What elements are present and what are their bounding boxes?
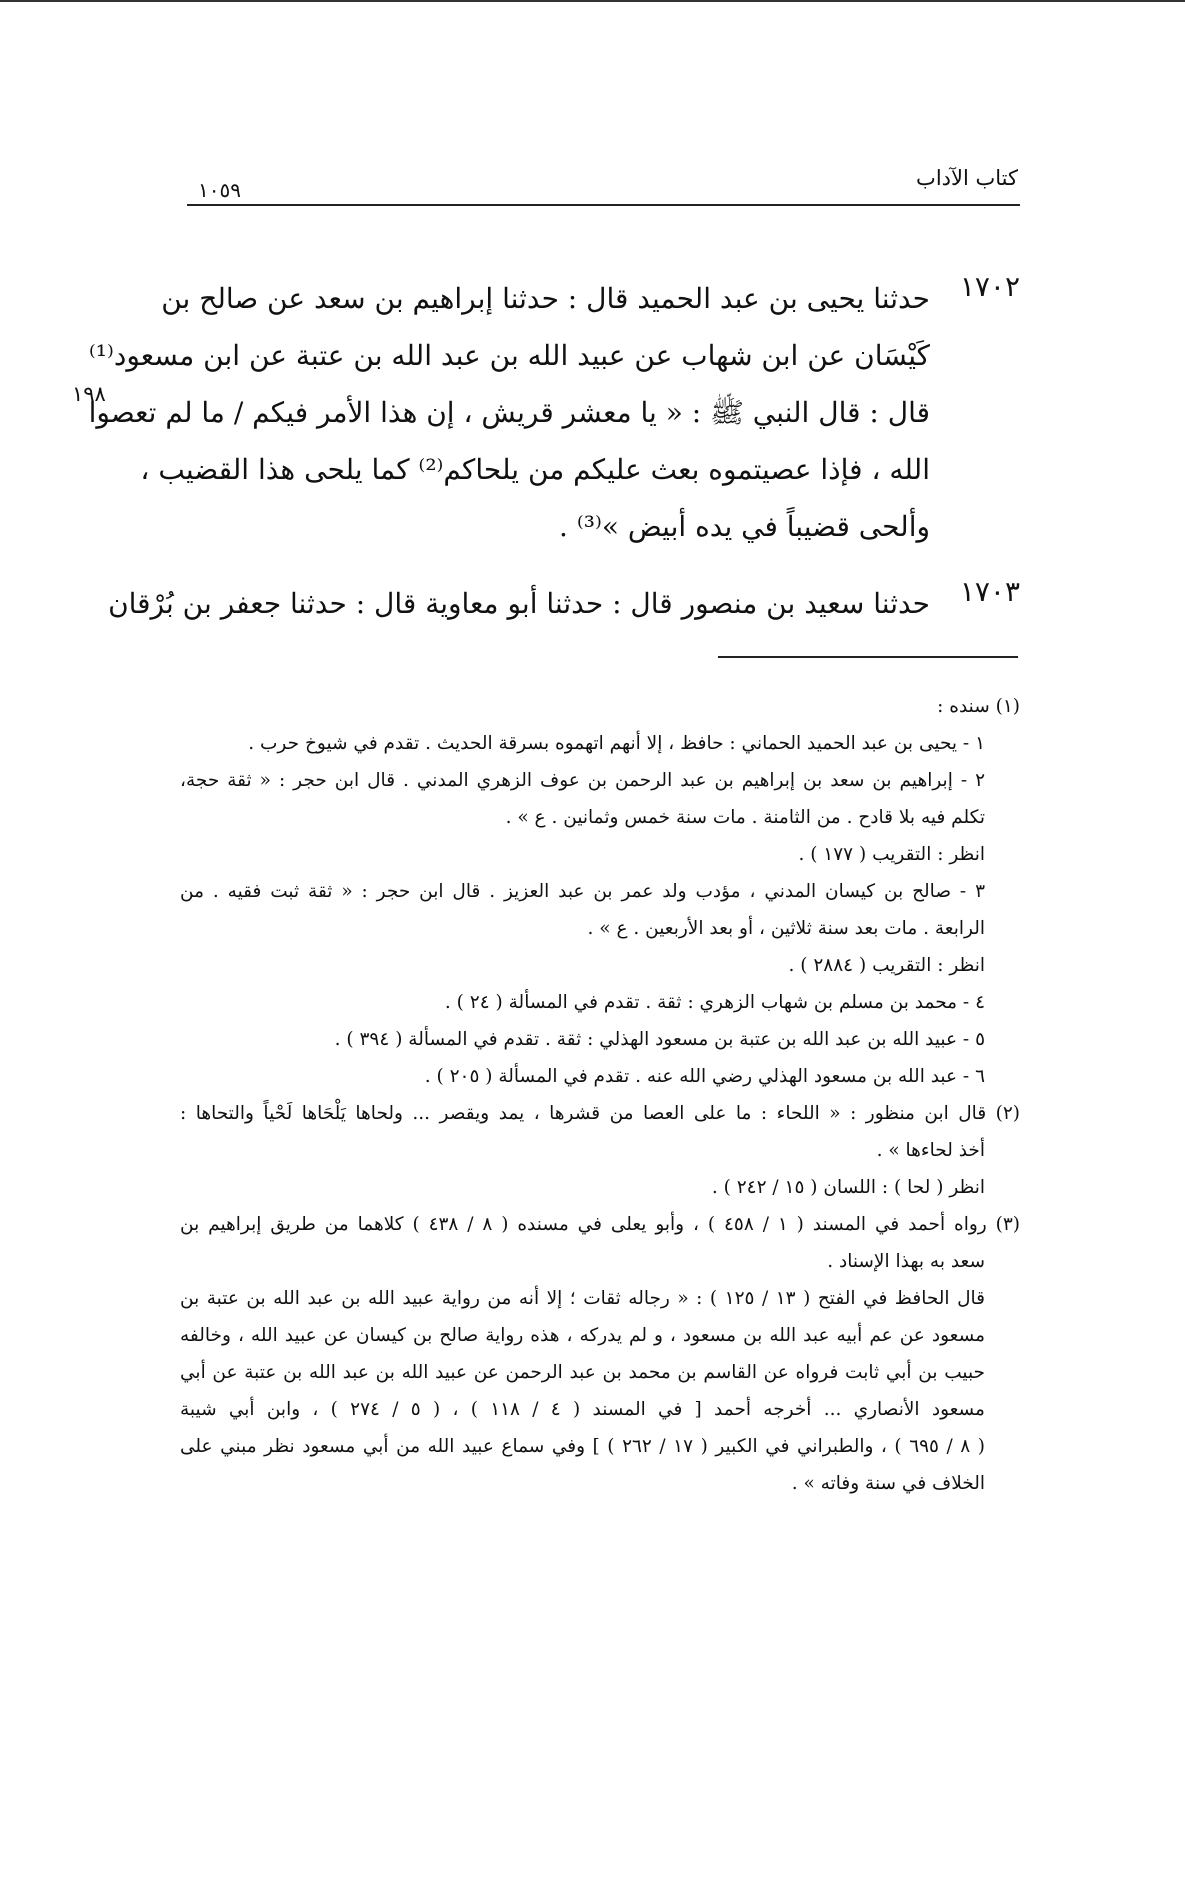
footnote-line: مسعود الأنصاري ... أخرجه أحمد [ في المسند ( ٤ / ١١٨ ) ، ( ٥ / ٢٧٤ ) ، وابن أبي شيبة [180, 1399, 985, 1420]
text-line: حدثنا سعيد بن منصور قال : حدثنا أبو معاوية قال : حدثنا جعفر بن بُرْقان [108, 587, 930, 620]
header-divider [187, 204, 1020, 206]
footnote-line: ٢ - إبراهيم بن سعد بن إبراهيم بن عبد الرحمن بن عوف الزهري المدني . قال ابن حجر : « ثقة حجة، [180, 770, 985, 791]
footnote-line: (٢) قال ابن منظور : « اللحاء : ما على العصا من قشرها ، يمد ويقصر ... ولحاها يَلْحَاها لَحْياً والتحاها : [180, 1103, 1020, 1124]
footnotes [180, 688, 1020, 1502]
text-line: وألحى قضيباً في يده أبيض »⁽³⁾ . [559, 510, 930, 543]
footnote-line: مسعود عن عم أبيه عبد الله بن مسعود ، و لم يدركه ، هذه رواية صالح بن كيسان عن عبيد الله ، وخالفه [180, 1325, 985, 1346]
hadith-number: ١٧٠٣ [959, 575, 1020, 608]
footnote-line: (١) سنده : [937, 696, 1020, 717]
footnote-line: قال الحافظ في الفتح ( ١٣ / ١٢٥ ) : « رجاله ثقات ؛ إلا أنه من رواية عبيد الله بن عبد الله بن عتبة بن [180, 1288, 985, 1309]
footnote-line: ١ - يحيى بن عبد الحميد الحماني : حافظ ، إلا أنهم اتهموه بسرقة الحديث . تقدم في شيوخ حرب . [248, 733, 985, 754]
footnote-line: ٣ - صالح بن كيسان المدني ، مؤدب ولد عمر بن عبد العزيز . قال ابن حجر : « ثقة ثبت فقيه . من [180, 881, 985, 902]
top-edge-rule [0, 0, 1185, 2]
footnote-line: حبيب بن أبي ثابت فرواه عن القاسم بن محمد بن عبد الرحمن عن عبيد الله بن عبد الله بن عتبة عن أبي [180, 1362, 985, 1383]
footnote-line: (٣) رواه أحمد في المسند ( ١ / ٤٥٨ ) ، وأبو يعلى في مسنده ( ٨ / ٤٣٨ ) كلاهما من طريق إبراهيم بن [180, 1214, 1020, 1235]
text-line: الله ، فإذا عصيتموه بعث عليكم من يلحاكم⁽²⁾ كما يلحى هذا القضيب ، [140, 453, 930, 486]
footnote-line: انظر : التقريب ( ١٧٧ ) . [798, 844, 985, 865]
text-line: قال : قال النبي ﷺ : « يا معشر قريش ، إن هذا الأمر فيكم / ما لم تعصوا [88, 396, 930, 429]
footnote-line: انظر ( لحا ) : اللسان ( ١٥ / ٢٤٢ ) . [711, 1177, 985, 1198]
footnote-divider [718, 656, 1018, 658]
running-header-title: كتاب الآداب [916, 166, 1018, 190]
footnote-line: ٤ - محمد بن مسلم بن شهاب الزهري : ثقة . تقدم في المسألة ( ٢٤ ) . [444, 992, 985, 1013]
footnote-line: تكلم فيه بلا قادح . من الثامنة . مات سنة خمس وثمانين . ع » . [505, 807, 985, 828]
page-number: ١٠٥٩ [198, 178, 241, 202]
margin-page-reference: ١٩٨ [72, 382, 106, 406]
text-line: حدثنا يحيى بن عبد الحميد قال : حدثنا إبراهيم بن سعد عن صالح بن [161, 282, 930, 315]
footnote-line: ( ٨ / ٦٩٥ ) ، والطبراني في الكبير ( ١٧ / ٢٦٢ ) ] وفي سماع عبيد الله من أبي مسعود نظر مبني على [180, 1436, 985, 1457]
footnote-line: الرابعة . مات بعد سنة ثلاثين ، أو بعد الأربعين . ع » . [587, 918, 985, 939]
footnote-line: سعد به بهذا الإسناد . [827, 1251, 985, 1272]
footnote-line: ٦ - عبد الله بن مسعود الهذلي رضي الله عنه . تقدم في المسألة ( ٢٠٥ ) . [424, 1066, 985, 1087]
text-line: كَيْسَان عن ابن شهاب عن عبيد الله بن عبد الله بن عتبة عن ابن مسعود⁽¹⁾ [88, 339, 930, 372]
footnote-line: الخلاف في سنة وفاته » . [791, 1473, 985, 1494]
footnote-line: انظر : التقريب ( ٢٨٨٤ ) . [788, 955, 985, 976]
hadith-number: ١٧٠٢ [959, 270, 1020, 303]
footnote-line: ٥ - عبيد الله بن عبد الله بن عتبة بن مسعود الهذلي : ثقة . تقدم في المسألة ( ٣٩٤ ) . [334, 1029, 985, 1050]
hadith-1703 [108, 575, 1020, 632]
footnote-line: أخذ لحاءها » . [876, 1140, 985, 1161]
